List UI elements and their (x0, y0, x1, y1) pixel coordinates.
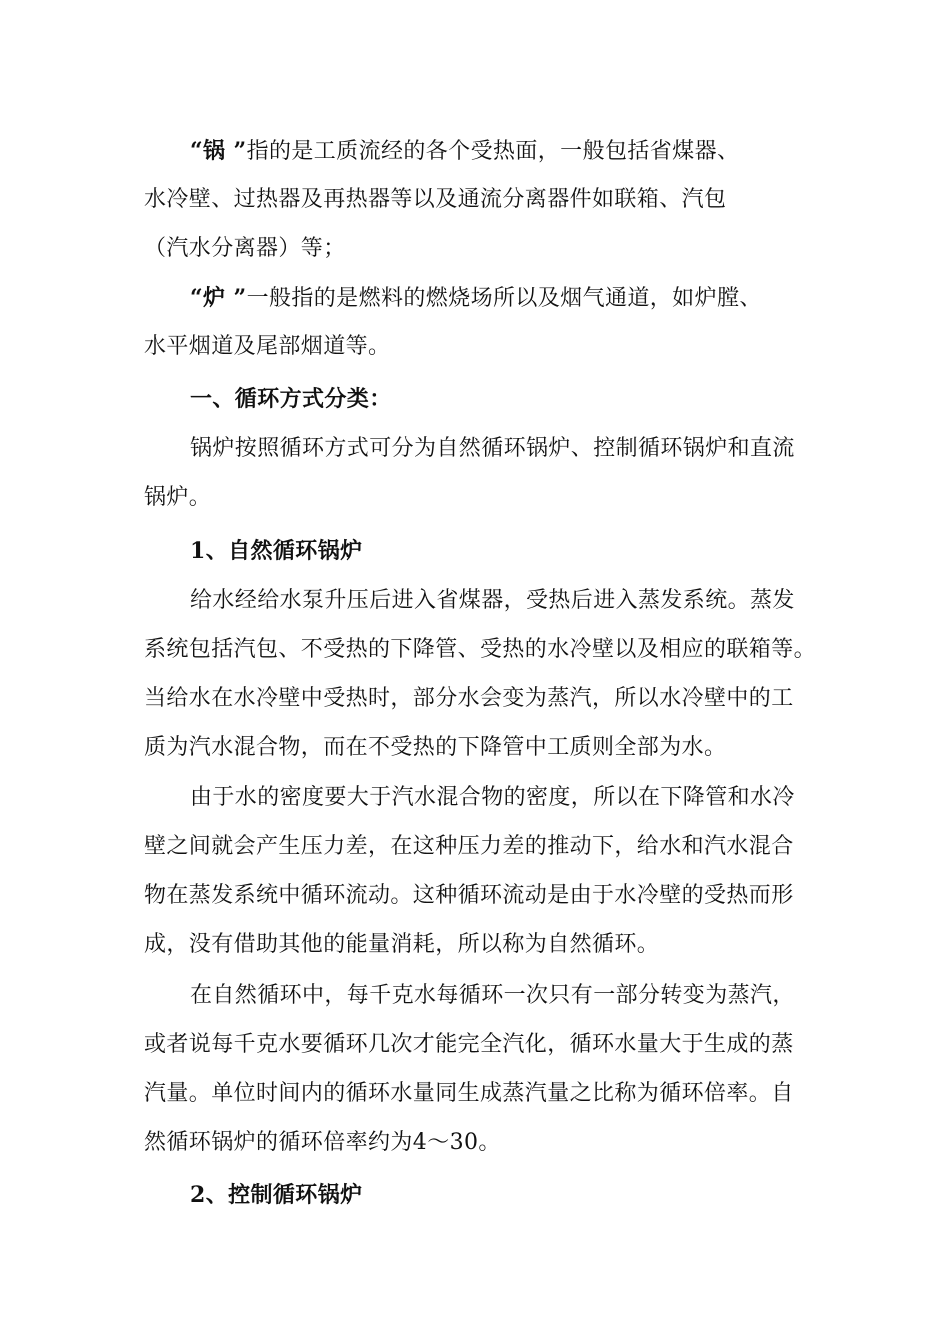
paragraph-guo-line-3: （汽水分离器）等； (144, 236, 346, 261)
paragraph-classes-line-2: 锅炉。 (144, 485, 212, 510)
term-lu: “炉 ” (190, 285, 247, 311)
paragraph-guo-text-1: 指的是工质流经的各个受热面，一般包括省煤器、 (246, 139, 740, 164)
paragraph-guo-line-1 (190, 136, 950, 167)
paragraph-ratio-line-1: 在自然循环中，每千克水每循环一次只有一部分转变为蒸汽， (190, 983, 795, 1008)
paragraph-lu-line-1 (190, 283, 950, 314)
term-guo: “锅 ” (190, 138, 247, 164)
paragraph-lu-text-1: 一般指的是燃料的燃烧场所以及烟气通道，如炉膛、 (246, 286, 762, 311)
heading-controlled-circulation: 2、控制循环锅炉 (190, 1182, 363, 1208)
paragraph-density-line-4: 成，没有借助其他的能量消耗，所以称为自然循环。 (144, 932, 660, 957)
paragraph-guo-line-2: 水冷壁、过热器及再热器等以及通流分离器件如联箱、汽包 (144, 187, 727, 212)
paragraph-feedwater-line-1: 给水经给水泵升压后进入省煤器，受热后进入蒸发系统。蒸发 (190, 588, 795, 613)
heading-natural-circulation: 1、自然循环锅炉 (190, 538, 363, 564)
paragraph-ratio-line-2: 或者说每千克水要循环几次才能完全汽化，循环水量大于生成的蒸 (144, 1032, 794, 1057)
paragraph-feedwater-line-3: 当给水在水冷壁中受热时，部分水会变为蒸汽，所以水冷壁中的工 (144, 686, 794, 711)
paragraph-ratio-line-3: 汽量。单位时间内的循环水量同生成蒸汽量之比称为循环倍率。自 (144, 1081, 794, 1106)
paragraph-density-line-2: 壁之间就会产生压力差，在这种压力差的推动下，给水和汽水混合 (144, 834, 794, 859)
paragraph-density-line-3: 物在蒸发系统中循环流动。这种循环流动是由于水冷壁的受热而形 (144, 883, 794, 908)
paragraph-ratio-line-4: 然循环锅炉的循环倍率约为4～30。 (144, 1130, 501, 1155)
paragraph-lu-line-2: 水平烟道及尾部烟道等。 (144, 334, 391, 359)
paragraph-density-line-1: 由于水的密度要大于汽水混合物的密度，所以在下降管和水冷 (190, 785, 795, 810)
paragraph-classes-line-1: 锅炉按照循环方式可分为自然循环锅炉、控制循环锅炉和直流 (190, 436, 795, 461)
paragraph-feedwater-line-4: 质为汽水混合物，而在不受热的下降管中工质则全部为水。 (144, 735, 727, 760)
heading-circulation-classification: 一、循环方式分类： (190, 386, 392, 412)
paragraph-feedwater-line-2: 系统包括汽包、不受热的下降管、受热的水冷壁以及相应的联箱等。 (144, 637, 817, 662)
